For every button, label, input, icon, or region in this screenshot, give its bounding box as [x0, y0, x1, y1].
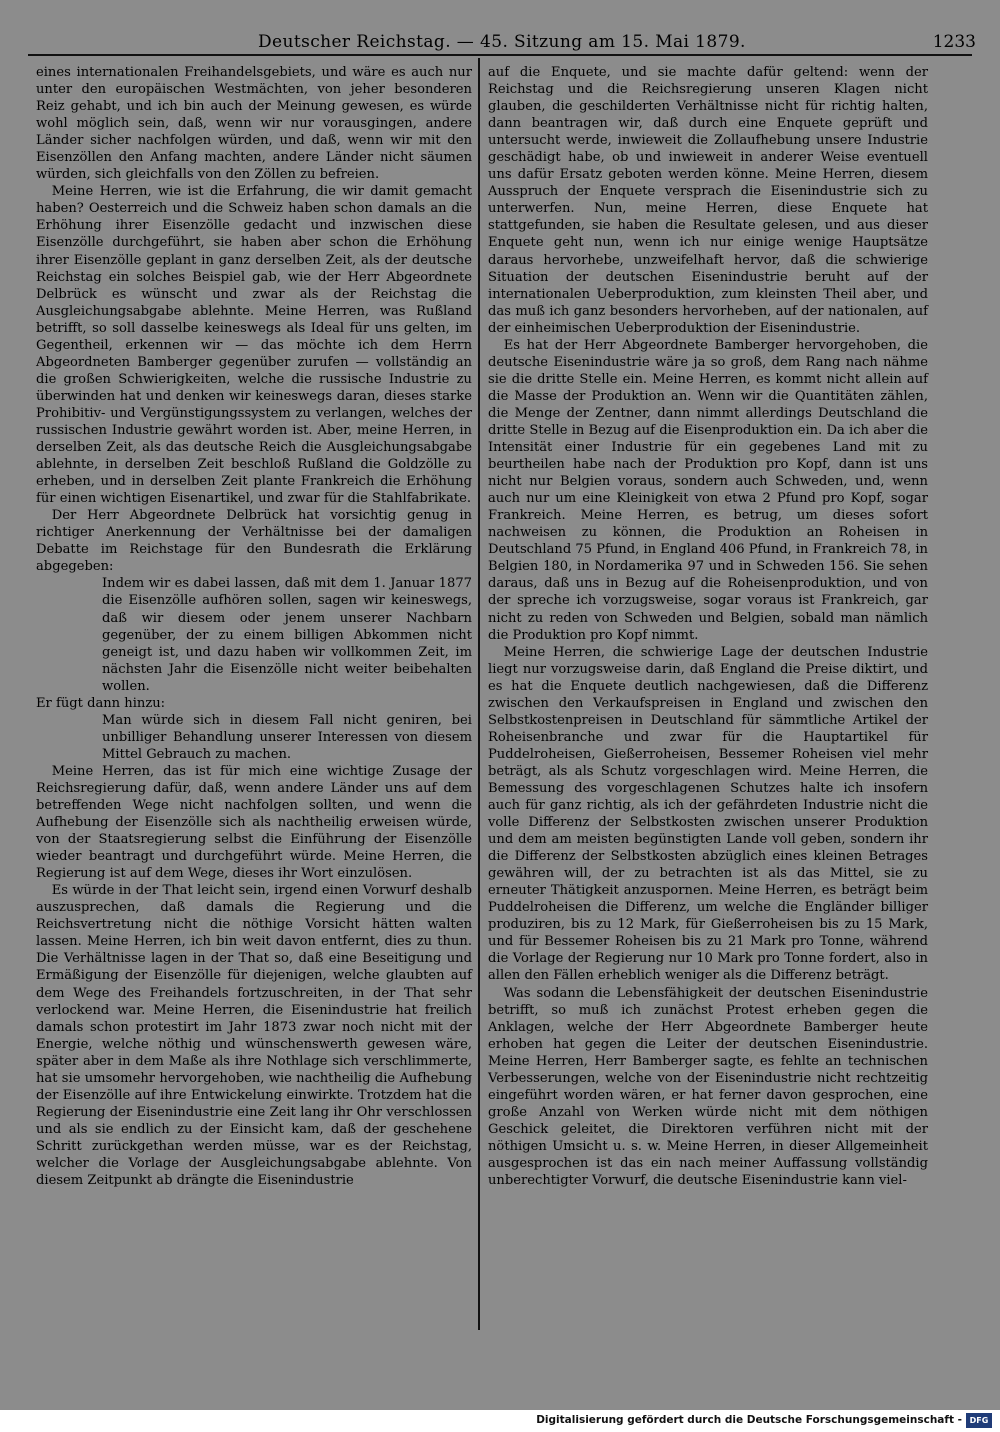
paragraph: eines internationalen Freihandelsgebiets, und wäre es auch nur unter den europäischen Westmächten, von jeher besonderen Reiz gehabt, und ich bin auch der Meinung gewesen, es würde wohl möglich sein, daß, wenn wir nur vorausgingen, andere Länder sicher nachfolgen würden, und daß, wenn wir mit den Eisenzöllen den Anfang machten, andere Länder nicht säumen würden, sich gleichfalls von den Zöllen zu befreien. — [36, 65, 472, 183]
paragraph: Es würde in der That leicht sein, irgend einen Vorwurf deshalb auszusprechen, daß damals die Regierung und die Reichsvertretung nicht die nöthige Vorsicht hätten walten lassen. Meine Herren, ich bin weit davon entfernt, dies zu thun. Die Verhältnisse lagen in der That so, daß eine Beseitigung und Ermäßigung der Eisenzölle für diejenigen, welche glaubten auf dem Wege des Freihandels fortzuschreiten, in der That sehr verlockend war. Meine Herren, die Eisenindustrie hat freilich damals schon protestirt im Jahr 1873 zwar noch nicht mit der Energie, welche nöthig und wünschenswerth gewesen wäre, später aber in dem Maße als ihre Nothlage sich verschlimmerte, hat sie umsomehr hervorgehoben, wie nachtheilig die Aufhebung der Eisenzölle auf ihre Entwickelung einwirkte. Trotzdem hat die Regierung der Eisenindustrie eine Zeit lang ihr Ohr verschlossen und als sie endlich zu der Einsicht kam, daß der geschehene Schritt zurückgethan werden müsse, war es der Reichstag, welcher die Vorlage der Ausgleichungsabgabe ablehnte. Von diesem Zeitpunkt ab drängte die Eisenindustrie — [36, 883, 472, 1189]
right-column — [488, 64, 928, 1189]
digitization-credit: Digitalisierung gefördert durch die Deutsche Forschungsgemeinschaft - — [536, 1414, 962, 1426]
block-quote: Man würde sich in diesem Fall nicht geniren, bei unbilliger Behandlung unserer Interessen von diesem Mittel Gebrauch zu machen. — [102, 712, 472, 762]
column-divider — [478, 58, 480, 1330]
paragraph: Es hat der Herr Abgeordnete Bamberger hervorgehoben, die deutsche Eisenindustrie wäre ja so groß, dem Rang nach nähme sie die dritte Stelle ein. Meine Herren, es kommt nicht allein auf die Masse der Produktion an. Wenn wir die Quantitäten zählen, die Menge der Zentner, dann nimmt allerdings Deutschland die dritte Stelle in Bezug auf die Eisenproduktion ein. Da ich aber die Intensität einer Industrie für ein gegebenes Land mit zu beurtheilen habe nach der Produktion pro Kopf, dann ist uns nicht nur Belgien voraus, sondern auch Schweden, und, wenn auch nur um eine Kleinigkeit von etwa 2 Pfund pro Kopf, sogar Frankreich. Meine Herren, es betrug, um dieses sofort nachweisen zu können, die Produktion an Roheisen in Deutschland 75 Pfund, in England 406 Pfund, in Frankreich 78, in Belgien 180, in Nordamerika 97 und in Schweden 156. Sie sehen daraus, daß uns in Bezug auf die Roheisenproduktion, und von der spreche ich vorzugsweise, sogar voraus ist Frankreich, gar nicht zu reden von Schweden und Belgien, sobald man nämlich die Produktion pro Kopf nimmt. — [488, 337, 928, 643]
running-title: Deutscher Reichstag. — 45. Sitzung am 15. Mai 1879. — [258, 32, 746, 52]
page-number: 1233 — [932, 32, 976, 52]
footer — [0, 1410, 1000, 1432]
paragraph: Er fügt dann hinzu: — [36, 695, 166, 711]
header-rule — [28, 54, 972, 56]
paragraph: Der Herr Abgeordnete Delbrück hat vorsichtig genug in richtiger Anerkennung der Verhältnisse bei der damaligen Debatte im Reichstage für den Bundesrath die Erklärung abgegeben: — [36, 508, 472, 575]
left-column — [36, 64, 472, 1189]
paragraph: auf die Enquete, und sie machte dafür geltend: wenn der Reichstag und die Reichsregierung unseren Klagen nicht glauben, die geschilderten Verhältnisse nicht für richtig halten, dann beantragen wir, daß durch eine Enquete geprüft und untersucht werde, inwieweit die Zollaufhebung unsere Industrie geschädigt habe, ob und inwieweit in anderer Weise eventuell uns dafür Ersatz geboten werden könne. Meine Herren, diesem Ausspruch der Enquete versprach die Eisenindustrie sich zu unterwerfen. Nun, meine Herren, diese Enquete hat stattgefunden, sie haben die Resultate gelesen, und aus dieser Enquete geht nun, wenn ich nur einige wenige Hauptsätze daraus hervorhebe, unzweifelhaft hervor, daß die schwierige Situation der deutschen Eisenindustrie beruht auf der internationalen Ueberproduktion, zum kleinsten Theil aber, und das muß ich ganz besonders hervorheben, auf der nationalen, auf der einheimischen Ueberproduktion der Eisenindustrie. — [488, 65, 928, 336]
dfg-logo: DFG — [966, 1413, 992, 1428]
paragraph: Was sodann die Lebensfähigkeit der deutschen Eisenindustrie betrifft, so muß ich zunächst Protest erheben gegen die Anklagen, welche der Herr Abgeordnete Bamberger heute erhoben hat gegen die Leiter der deutschen Eisenindustrie. Meine Herren, Herr Bamberger sagte, es fehlte an technischen Verbesserungen, welche von der Eisenindustrie nicht rechtzeitig eingeführt worden wären, er hat ferner davon gesprochen, eine große Anzahl von Werken würde nicht mit dem nöthigen Geschick geleitet, die Direktoren verführen nicht mit der nöthigen Umsicht u. s. w. Meine Herren, in dieser Allgemeinheit ausgesprochen ist das ein nach meiner Auffassung vollständig unberechtigter Vorwurf, die deutsche Eisenindustrie kann viel- — [488, 985, 928, 1189]
paragraph: Meine Herren, wie ist die Erfahrung, die wir damit gemacht haben? Oesterreich und die Schweiz haben schon damals an die Erhöhung ihrer Eisenzölle gedacht und inzwischen diese Eisenzölle durchgeführt, sie haben aber schon die Erhöhung ihrer Eisenzölle geplant in ganz derselben Zeit, als der deutsche Reichstag ein solches Beispiel gab, wie der Herr Abgeordnete Delbrück es wünscht und zwar als der Reichstag die Ausgleichungsabgabe ablehnte. Meine Herren, was Rußland betrifft, so soll dasselbe keineswegs als Ideal für uns gelten, im Gegentheil, erkennen wir — das möchte ich dem Herrn Abgeordneten Bamberger gegenüber zurufen — vollständig an die großen Schwierigkeiten, welche die russische Industrie zu überwinden hat und denken wir keineswegs daran, dieses starke Prohibitiv- und Vergünstigungssystem zu verlangen, welches der russischen Industrie gewährt worden ist. Aber, meine Herren, in derselben Zeit, als das deutsche Reich die Ausgleichungsabgabe ablehnte, in derselben Zeit beschloß Rußland die Goldzölle zu erheben, und in derselben Zeit plante Frankreich die Erhöhung für einen wichtigen Eisenartikel, und zwar für die Stahlfabrikate. — [36, 184, 472, 507]
block-quote: Indem wir es dabei lassen, daß mit dem 1. Januar 1877 die Eisenzölle aufhören sollen, sagen wir keineswegs, daß wir diesem oder jenem unserer Nachbarn gegenüber, der zu einem billigen Abkommen nicht geneigt ist, und dazu haben wir vollkommen Zeit, im nächsten Jahr die Eisenzölle nicht weiter beibehalten wollen. — [102, 576, 472, 694]
paragraph: Meine Herren, die schwierige Lage der deutschen Industrie liegt nur vorzugsweise darin, daß England die Preise diktirt, und es hat die Enquete deutlich nachgewiesen, daß die Differenz zwischen den Verkaufspreisen in England und zwischen den Selbstkostenpreisen in Deutschland für sämmtliche Artikel der Roheisenbranche und zwar für die Hauptartikel für Puddelroheisen, Gießerroheisen, Bessemer Roheisen viel mehr beträgt, als als Schutz vorgeschlagen wird. Meine Herren, die Bemessung des vorgeschlagenen Schutzes halte ich insofern auch für ganz richtig, als ich der gefährdeten Industrie nicht die volle Differenz der Selbstkosten zwischen unserer Produktion und dem am meisten begünstigten Lande voll geben, sondern ihr die Differenz der Selbstkosten abzüglich eines kleinen Betrages gewähren will, der zu betrachten ist als das Mittel, sie zu erneuter Thätigkeit anzuspornen. Meine Herren, es beträgt beim Puddelroheisen die Differenz, um welche die Engländer billiger produziren, bis zu 12 Mark, für Gießerroheisen bis zu 15 Mark, und für Bessemer Roheisen bis zu 21 Mark pro Tonne, während die Vorlage der Regierung nur 10 Mark pro Tonne fordert, also in allen den Fällen erheblich weniger als die Differenz beträgt. — [488, 644, 928, 984]
paragraph: Meine Herren, das ist für mich eine wichtige Zusage der Reichsregierung dafür, daß, wenn andere Länder uns auf dem betreffenden Wege nicht nachfolgen sollten, und wenn die Aufhebung der Eisenzölle sich als nachtheilig erweisen würde, von der Staatsregierung selbst die Einführung der Eisenzölle wieder beantragt und durchgeführt würde. Meine Herren, die Regierung ist auf dem Wege, dieses ihr Wort einzulösen. — [36, 763, 472, 882]
